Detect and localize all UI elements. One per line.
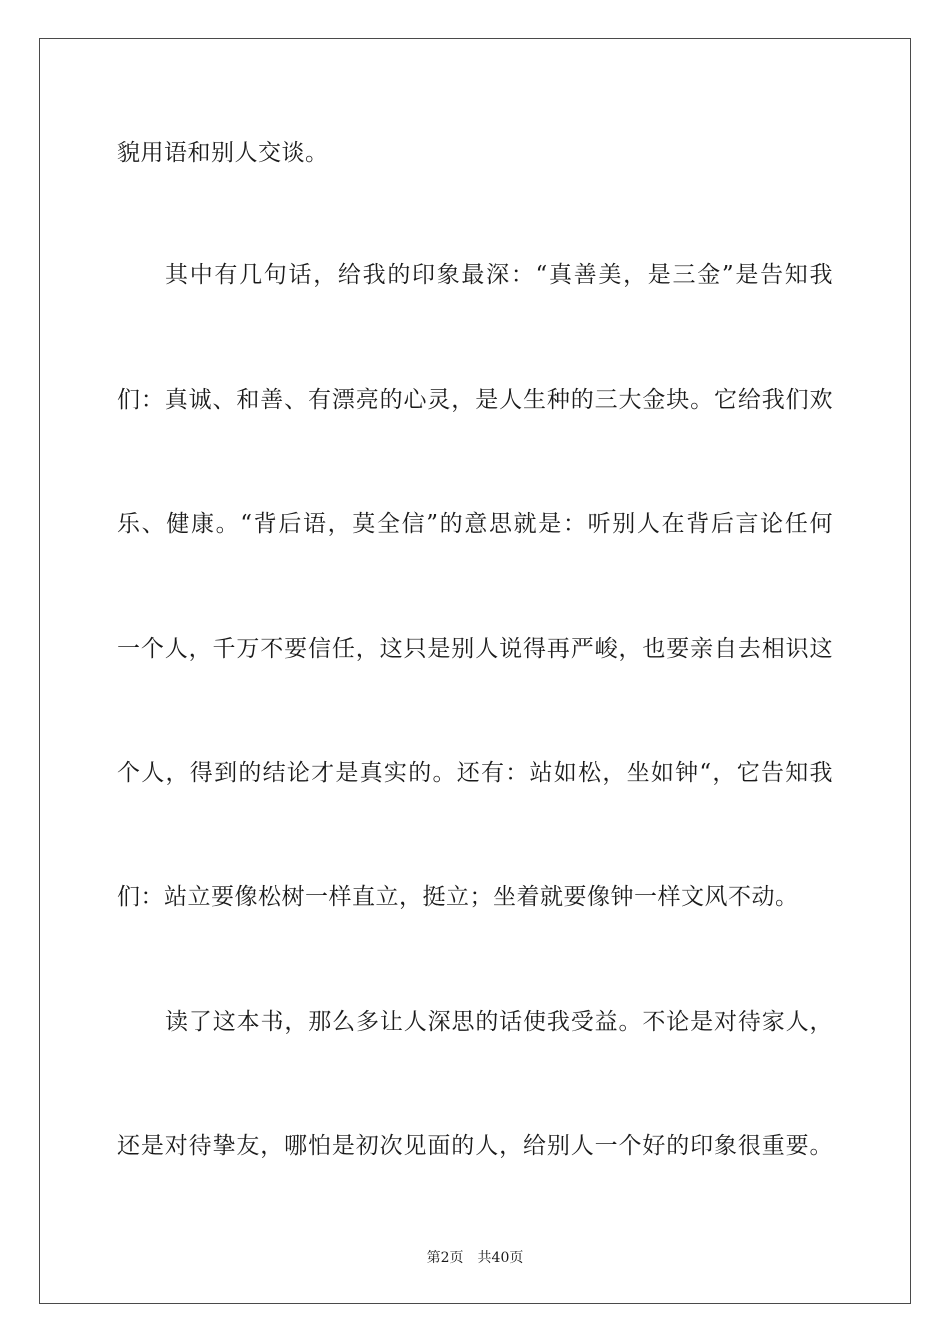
text-line-6: 个人，得到的结论才是真实的。还有：站如松，坐如钟“，它告知我 (117, 760, 833, 786)
text-line-2: 其中有几句话，给我的印象最深：“真善美，是三金”是告知我 (165, 262, 833, 288)
text-line-3: 们：真诚、和善、有漂亮的心灵，是人生种的三大金块。它给我们欢 (117, 387, 833, 413)
text-line-9: 还是对待挚友，哪怕是初次见面的人，给别人一个好的印象很重要。 (117, 1133, 833, 1159)
page-footer (0, 1247, 950, 1267)
text-line-1: 貌用语和别人交谈。 (117, 140, 329, 166)
text-line-5: 一个人，千万不要信任，这只是别人说得再严峻，也要亲自去相识这 (117, 636, 833, 662)
page-total: 共40页 (477, 1250, 524, 1266)
page-number: 第2页 (426, 1250, 464, 1266)
text-line-7: 们：站立要像松树一样直立，挺立；坐着就要像钟一样文风不动。 (117, 884, 799, 910)
text-line-4: 乐、健康。“背后语，莫全信”的意思就是：听别人在背后言论任何 (117, 511, 833, 537)
text-line-8: 读了这本书，那么多让人深思的话使我受益。不论是对待家人， (165, 1009, 833, 1035)
page-frame (39, 38, 911, 1304)
